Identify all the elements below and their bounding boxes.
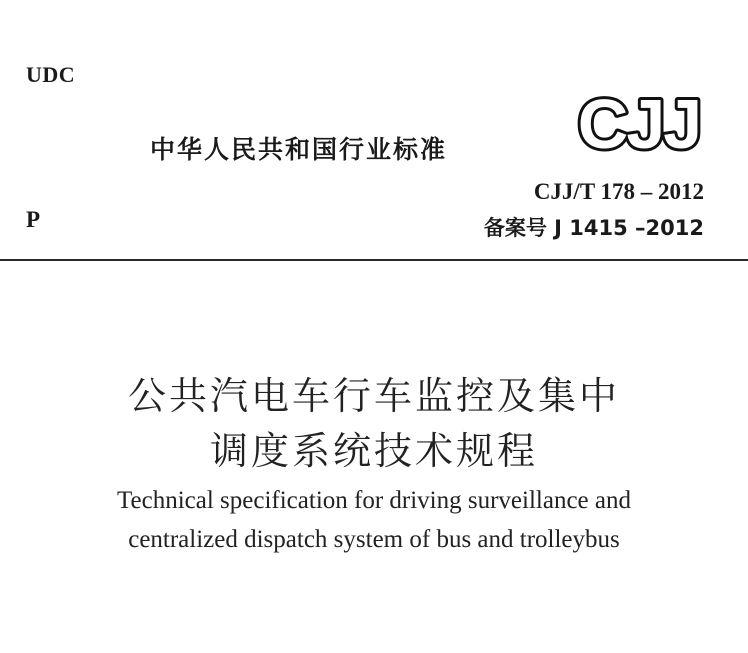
standard-number: CJJ/T 178 – 2012 — [533, 179, 704, 204]
cjj-logo — [572, 88, 706, 158]
cjj-logo-text: CJJ — [577, 88, 701, 158]
standard-category: 中华人民共和国行业标准 — [150, 135, 448, 164]
udc-label: UDC — [26, 62, 76, 87]
classification-label: P — [26, 207, 41, 232]
title-chinese-line-2: 调度系统技术规程 — [209, 429, 538, 473]
title-chinese-line-1: 公共汽电车行车监控及集中 — [127, 374, 620, 418]
header-divider — [0, 259, 748, 261]
record-number: 备案号 J 1415 –2012 — [483, 216, 704, 240]
title-english-line-2: centralized dispatch system of bus and trolleybus — [128, 526, 620, 553]
title-english-line-1: Technical specification for driving surveillance and — [116, 487, 631, 514]
